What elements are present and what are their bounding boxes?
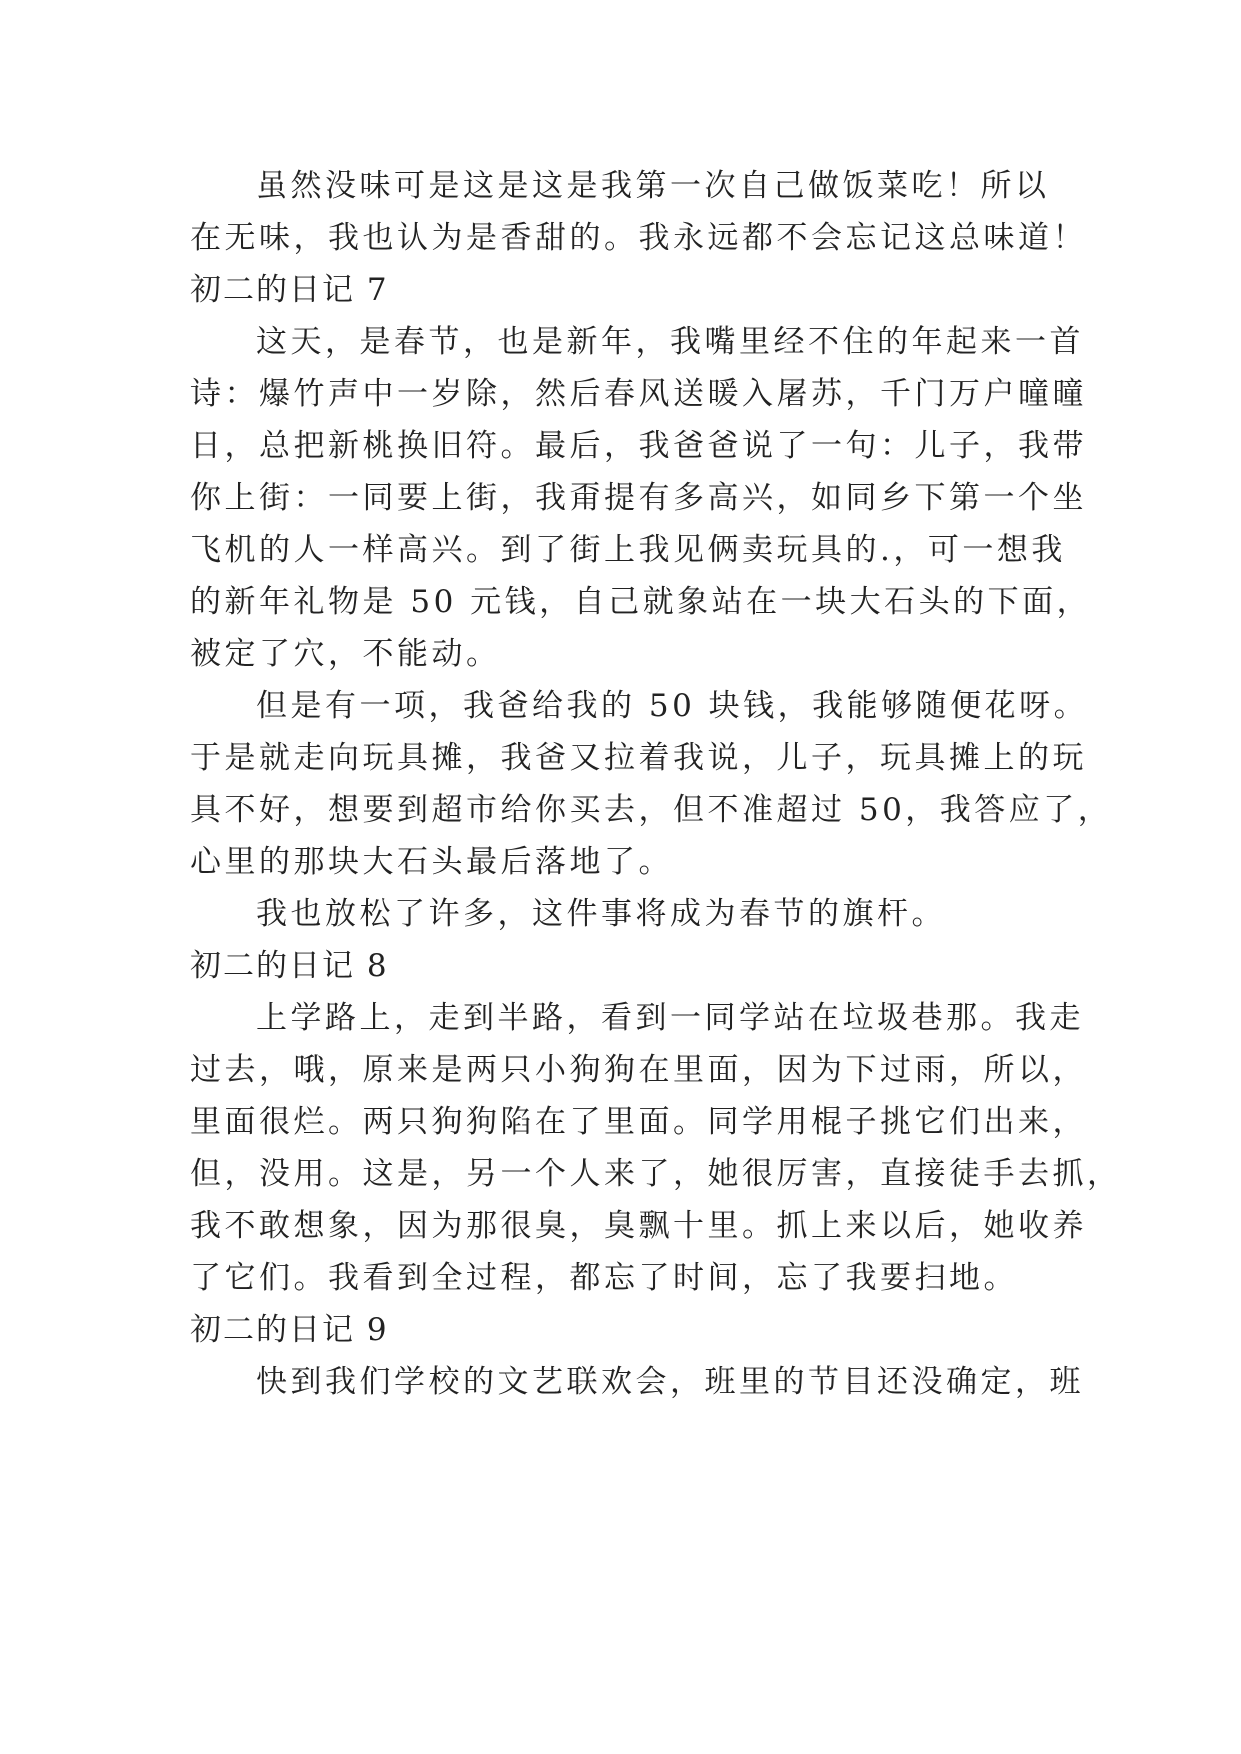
paragraph-line: 心里的那块大石头最后落地了。 [190, 844, 673, 880]
paragraph-line: 你上街：一同要上街，我甭提有多高兴，如同乡下第一个坐 [190, 480, 1087, 516]
paragraph-line: 在无味，我也认为是香甜的。我永远都不会忘记这总味道！ [190, 220, 1087, 256]
paragraph-line: 的新年礼物是 50 元钱，自己就象站在一块大石头的下面， [190, 584, 1092, 620]
paragraph-line: 但是有一项，我爸给我的 50 块钱，我能够随便花呀。 [256, 688, 1089, 724]
paragraph-line: 诗：爆竹声中一岁除，然后春风送暖入屠苏，千门万户曈曈 [190, 376, 1087, 412]
paragraph-line: 我也放松了许多，这件事将成为春节的旗杆。 [256, 896, 946, 932]
paragraph-line: 了它们。我看到全过程，都忘了时间，忘了我要扫地。 [190, 1260, 1018, 1296]
paragraph-line: 但，没用。这是，另一个人来了，她很厉害，直接徒手去抓， [190, 1156, 1122, 1192]
paragraph-line: 具不好，想要到超市给你买去，但不准超过 50，我答应了， [190, 792, 1113, 828]
paragraph-line: 虽然没味可是这是这是我第一次自己做饭菜吃！所以 [256, 168, 1050, 204]
paragraph-line: 日，总把新桃换旧符。最后，我爸爸说了一句：儿子，我带 [190, 428, 1087, 464]
diary-entry-heading: 初二的日记 7 [190, 272, 389, 308]
paragraph-line: 上学路上，走到半路，看到一同学站在垃圾巷那。我走 [256, 1000, 1084, 1036]
paragraph-line: 里面很烂。两只狗狗陷在了里面。同学用棍子挑它们出来， [190, 1104, 1087, 1140]
document-body [190, 160, 1122, 1408]
paragraph-line: 飞机的人一样高兴。到了街上我见俩卖玩具的.，可一想我 [190, 532, 1066, 568]
diary-entry-heading: 初二的日记 8 [190, 948, 389, 984]
paragraph-line: 被定了穴，不能动。 [190, 636, 501, 672]
diary-entry-heading: 初二的日记 9 [190, 1312, 389, 1348]
paragraph-line: 过去，哦，原来是两只小狗狗在里面，因为下过雨，所以， [190, 1052, 1087, 1088]
paragraph-line: 快到我们学校的文艺联欢会，班里的节目还没确定，班 [256, 1364, 1084, 1400]
paragraph-line: 于是就走向玩具摊，我爸又拉着我说，儿子，玩具摊上的玩 [190, 740, 1087, 776]
paragraph-line: 我不敢想象，因为那很臭，臭飘十里。抓上来以后，她收养 [190, 1208, 1087, 1244]
paragraph-line: 这天，是春节，也是新年，我嘴里经不住的年起来一首 [256, 324, 1084, 360]
